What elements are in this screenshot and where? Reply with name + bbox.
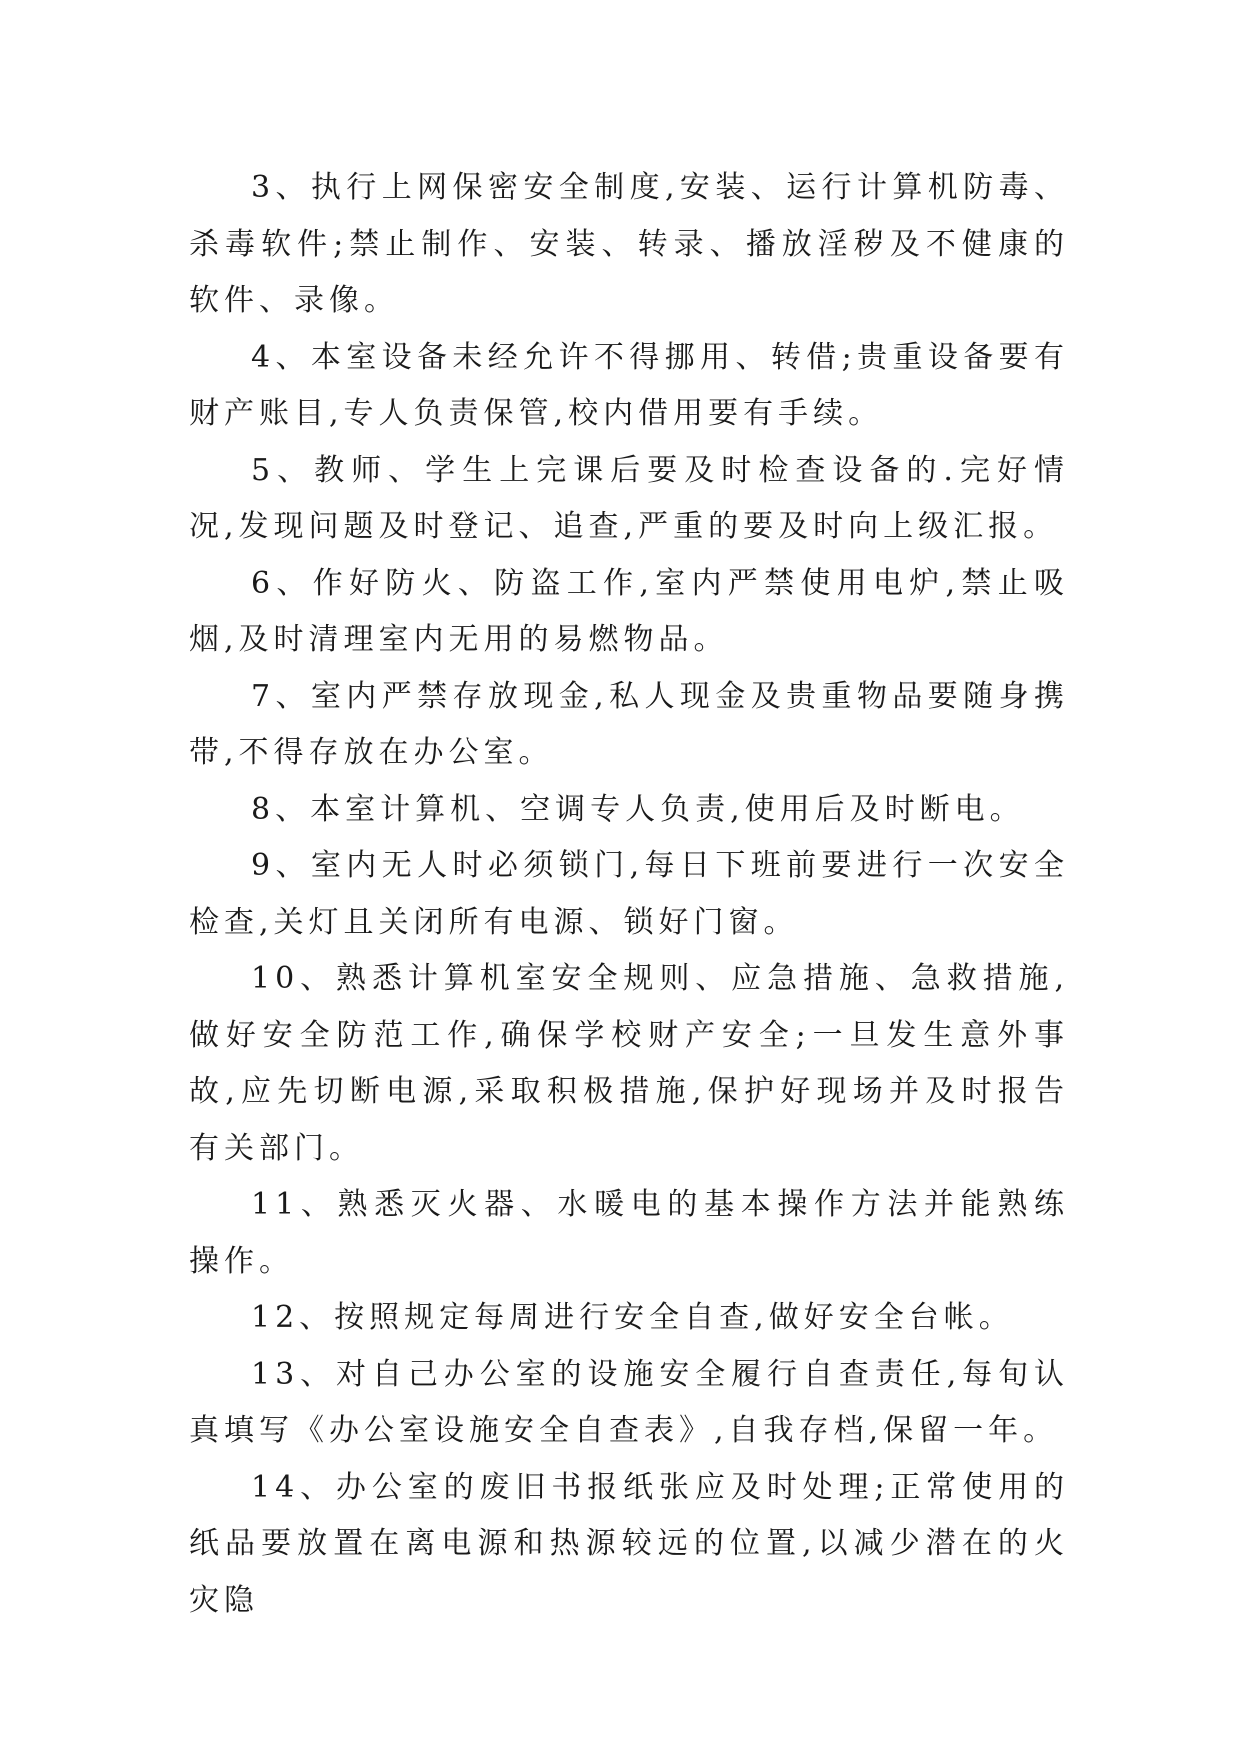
paragraph-4: 4、本室设备未经允许不得挪用、转借;贵重设备要有财产账目,专人负责保管,校内借用要有手续。 [189, 339, 1069, 431]
paragraph-13: 13、对自己办公室的设施安全履行自查责任,每旬认真填写《办公室设施安全自查表》,自我存档,保留一年。 [189, 1356, 1069, 1448]
paragraph-5: 5、教师、学生上完课后要及时检查设备的.完好情况,发现问题及时登记、追查,严重的要及时向上级汇报。 [189, 452, 1069, 544]
paragraph-9: 9、室内无人时必须锁门,每日下班前要进行一次安全检查,关灯且关闭所有电源、锁好门窗。 [189, 848, 1069, 940]
document-body [189, 160, 1069, 1629]
paragraph-14: 14、办公室的废旧书报纸张应及时处理;正常使用的纸品要放置在离电源和热源较远的位置,以减少潜在的火灾隐 [189, 1469, 1069, 1618]
paragraph-8: 8、本室计算机、空调专人负责,使用后及时断电。 [251, 791, 1025, 827]
paragraph-3: 3、执行上网保密安全制度,安装、运行计算机防毒、杀毒软件;禁止制作、安装、转录、播放淫秽及不健康的软件、录像。 [189, 170, 1069, 318]
paragraph-7: 7、室内严禁存放现金,私人现金及贵重物品要随身携带,不得存放在办公室。 [189, 678, 1069, 770]
paragraph-11: 11、熟悉灭火器、水暖电的基本操作方法并能熟练操作。 [189, 1187, 1069, 1279]
paragraph-6: 6、作好防火、防盗工作,室内严禁使用电炉,禁止吸烟,及时清理室内无用的易燃物品。 [189, 565, 1069, 657]
paragraph-12: 12、按照规定每周进行安全自查,做好安全台帐。 [251, 1300, 1014, 1335]
paragraph-10: 10、熟悉计算机室安全规则、应急措施、急救措施,做好安全防范工作,确保学校财产安全;一旦发生意外事故,应先切断电源,采取积极措施,保护好现场并及时报告有关部门。 [189, 961, 1069, 1166]
